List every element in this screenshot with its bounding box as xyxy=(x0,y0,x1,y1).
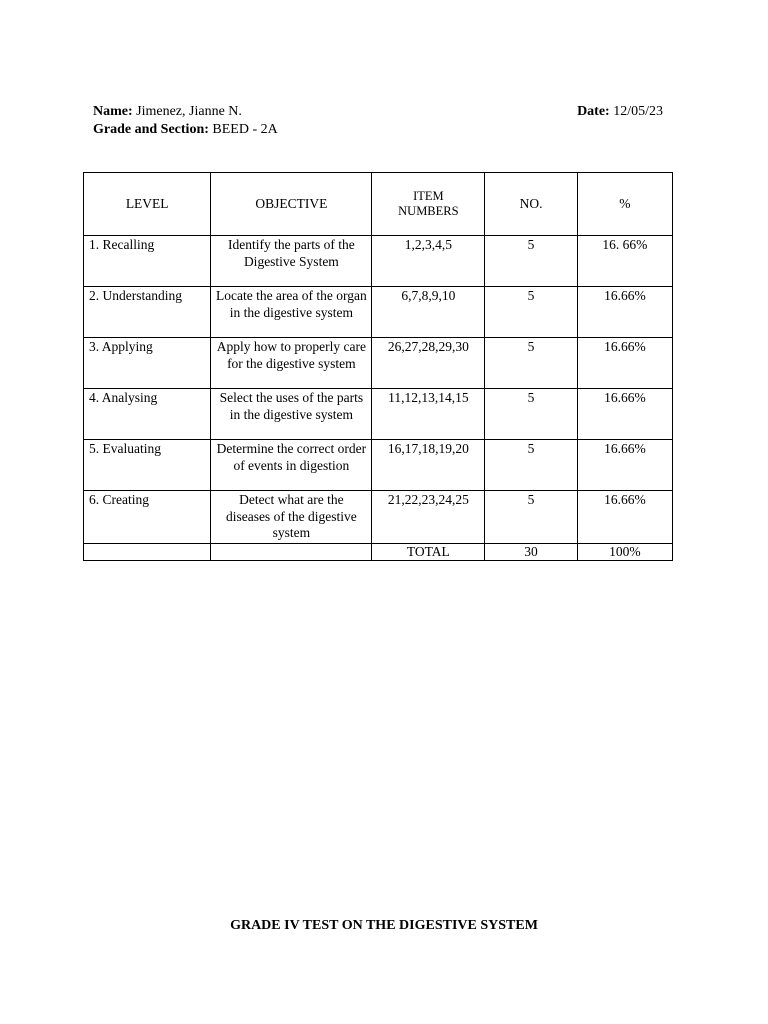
cell-percent: 16.66% xyxy=(577,440,672,491)
cell-no: 5 xyxy=(485,389,577,440)
header-item-line2: NUMBERS xyxy=(398,204,459,218)
table-total-row xyxy=(84,543,673,561)
cell-level: 4. Analysing xyxy=(84,389,211,440)
name-field xyxy=(93,103,242,121)
header-percent: % xyxy=(577,173,672,236)
specification-table xyxy=(83,172,673,561)
total-percent: 100% xyxy=(577,543,672,561)
total-label: TOTAL xyxy=(372,543,485,561)
table-row xyxy=(84,338,673,389)
cell-level: 1. Recalling xyxy=(84,236,211,287)
cell-percent: 16. 66% xyxy=(577,236,672,287)
cell-percent: 16.66% xyxy=(577,338,672,389)
cell-no: 5 xyxy=(485,491,577,544)
header-item-numbers xyxy=(372,173,485,236)
table-row xyxy=(84,389,673,440)
cell-objective: Identify the parts of the Digestive System xyxy=(211,236,372,287)
cell-percent: 16.66% xyxy=(577,491,672,544)
cell-no: 5 xyxy=(485,287,577,338)
cell-items: 16,17,18,19,20 xyxy=(372,440,485,491)
table-row xyxy=(84,236,673,287)
table-header-row xyxy=(84,173,673,236)
header-objective: OBJECTIVE xyxy=(211,173,372,236)
header-no: NO. xyxy=(485,173,577,236)
header-row-name-date xyxy=(93,103,663,121)
cell-objective: Locate the area of the organ in the digestive system xyxy=(211,287,372,338)
cell-level: 3. Applying xyxy=(84,338,211,389)
cell-no: 5 xyxy=(485,236,577,287)
date-field xyxy=(577,103,663,121)
test-title: GRADE IV TEST ON THE DIGESTIVE SYSTEM xyxy=(230,918,538,933)
header-item-line1: ITEM xyxy=(413,189,444,203)
cell-items: 21,22,23,24,25 xyxy=(372,491,485,544)
header-row-grade xyxy=(93,121,663,139)
grade-label: Grade and Section: xyxy=(93,122,209,137)
table-row xyxy=(84,440,673,491)
cell-items: 11,12,13,14,15 xyxy=(372,389,485,440)
cell-objective: Detect what are the diseases of the digestive system xyxy=(211,491,372,544)
cell-objective: Select the uses of the parts in the digestive system xyxy=(211,389,372,440)
cell-empty xyxy=(211,543,372,561)
cell-items: 6,7,8,9,10 xyxy=(372,287,485,338)
total-no: 30 xyxy=(485,543,577,561)
table-row xyxy=(84,491,673,544)
cell-items: 26,27,28,29,30 xyxy=(372,338,485,389)
cell-objective: Apply how to properly care for the digestive system xyxy=(211,338,372,389)
cell-no: 5 xyxy=(485,338,577,389)
cell-level: 5. Evaluating xyxy=(84,440,211,491)
cell-empty xyxy=(84,543,211,561)
cell-objective: Determine the correct order of events in digestion xyxy=(211,440,372,491)
document-header xyxy=(93,103,663,139)
grade-field xyxy=(93,121,278,139)
cell-percent: 16.66% xyxy=(577,287,672,338)
table-row xyxy=(84,287,673,338)
name-label: Name: xyxy=(93,104,133,119)
grade-value: BEED - 2A xyxy=(212,122,278,137)
cell-percent: 16.66% xyxy=(577,389,672,440)
cell-level: 2. Understanding xyxy=(84,287,211,338)
date-value: 12/05/23 xyxy=(613,104,663,119)
header-level: LEVEL xyxy=(84,173,211,236)
cell-level: 6. Creating xyxy=(84,491,211,544)
name-value: Jimenez, Jianne N. xyxy=(136,104,242,119)
cell-items: 1,2,3,4,5 xyxy=(372,236,485,287)
cell-no: 5 xyxy=(485,440,577,491)
date-label: Date: xyxy=(577,104,610,119)
